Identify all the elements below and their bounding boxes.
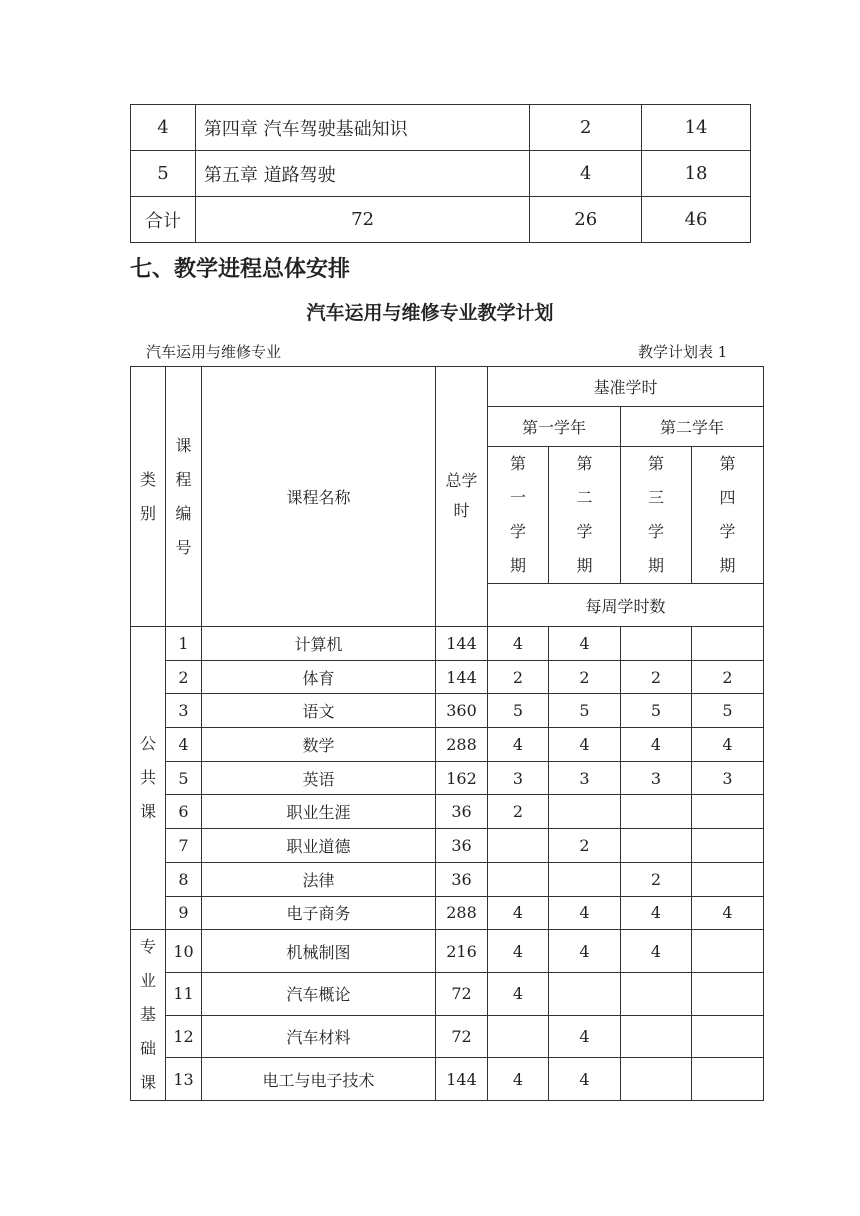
course-name: 电工与电子技术 xyxy=(202,1058,436,1101)
course-total-hours: 36 xyxy=(436,795,488,829)
chapter-hours-b: 14 xyxy=(642,105,751,151)
semester-1-hours: 4 xyxy=(488,1058,549,1101)
total-row xyxy=(131,197,751,243)
header-weekly-hours: 每周学时数 xyxy=(488,584,764,627)
chapter-hours-a: 4 xyxy=(530,151,642,197)
semester-2-hours: 4 xyxy=(549,1058,621,1101)
semester-3-hours xyxy=(621,1058,692,1101)
chapter-name: 第五章 道路驾驶 xyxy=(195,151,529,197)
course-total-hours: 144 xyxy=(436,660,488,694)
table-row xyxy=(131,694,764,728)
chapter-hours-table xyxy=(130,104,751,243)
chapter-hours-a: 2 xyxy=(530,105,642,151)
table-row xyxy=(131,151,751,197)
course-total-hours: 72 xyxy=(436,1015,488,1058)
course-name: 法律 xyxy=(202,862,436,896)
header-year-1: 第一学年 xyxy=(488,407,621,447)
header-course-name: 课程名称 xyxy=(202,367,436,627)
chapter-no: 4 xyxy=(131,105,196,151)
semester-2-hours: 4 xyxy=(549,627,621,661)
table-row xyxy=(131,896,764,930)
semester-4-hours xyxy=(692,795,764,829)
semester-3-hours: 5 xyxy=(621,694,692,728)
course-total-hours: 144 xyxy=(436,627,488,661)
header-total-hours: 总学时 xyxy=(436,367,488,627)
semester-3-hours: 3 xyxy=(621,761,692,795)
semester-3-hours xyxy=(621,1015,692,1058)
semester-2-hours: 4 xyxy=(549,930,621,973)
semester-1-hours xyxy=(488,1015,549,1058)
course-name: 电子商务 xyxy=(202,896,436,930)
plan-table-label: 教学计划表 1 xyxy=(638,343,728,361)
semester-4-hours xyxy=(692,862,764,896)
table-row xyxy=(131,972,764,1015)
semester-1-hours xyxy=(488,829,549,863)
course-no: 2 xyxy=(166,660,202,694)
total-b: 46 xyxy=(642,197,751,243)
header-base-hours: 基准学时 xyxy=(488,367,764,407)
semester-3-hours xyxy=(621,829,692,863)
semester-4-hours xyxy=(692,930,764,973)
semester-1-hours xyxy=(488,862,549,896)
semester-3-hours: 2 xyxy=(621,862,692,896)
semester-1-hours: 4 xyxy=(488,728,549,762)
course-no: 4 xyxy=(166,728,202,762)
semester-3-hours: 4 xyxy=(621,896,692,930)
table-row xyxy=(131,829,764,863)
course-no: 1 xyxy=(166,627,202,661)
semester-2-hours: 2 xyxy=(549,660,621,694)
total-label: 合计 xyxy=(131,197,196,243)
semester-1-hours: 5 xyxy=(488,694,549,728)
semester-4-hours: 2 xyxy=(692,660,764,694)
semester-1-hours: 4 xyxy=(488,896,549,930)
chapter-no: 5 xyxy=(131,151,196,197)
semester-4-hours: 3 xyxy=(692,761,764,795)
table-row xyxy=(131,795,764,829)
semester-3-hours: 2 xyxy=(621,660,692,694)
course-no: 13 xyxy=(166,1058,202,1101)
course-total-hours: 36 xyxy=(436,829,488,863)
category-cell: 公共课 xyxy=(131,627,166,930)
table-row xyxy=(131,1058,764,1101)
header-semester-4: 第四学期 xyxy=(692,447,764,584)
semester-2-hours xyxy=(549,862,621,896)
semester-4-hours xyxy=(692,627,764,661)
semester-4-hours: 4 xyxy=(692,728,764,762)
semester-4-hours xyxy=(692,1058,764,1101)
table-row xyxy=(131,930,764,973)
table-row xyxy=(131,627,764,661)
course-total-hours: 72 xyxy=(436,972,488,1015)
semester-3-hours xyxy=(621,972,692,1015)
course-total-hours: 162 xyxy=(436,761,488,795)
semester-4-hours: 4 xyxy=(692,896,764,930)
total-hours: 72 xyxy=(195,197,529,243)
course-total-hours: 144 xyxy=(436,1058,488,1101)
header-year-2: 第二学年 xyxy=(621,407,764,447)
semester-2-hours xyxy=(549,972,621,1015)
course-no: 6 xyxy=(166,795,202,829)
header-course-no: 课程编号 xyxy=(166,367,202,627)
semester-2-hours: 3 xyxy=(549,761,621,795)
chapter-hours-b: 18 xyxy=(642,151,751,197)
semester-4-hours xyxy=(692,972,764,1015)
header-category: 类别 xyxy=(131,367,166,627)
total-a: 26 xyxy=(530,197,642,243)
course-total-hours: 288 xyxy=(436,728,488,762)
semester-1-hours: 4 xyxy=(488,627,549,661)
course-no: 12 xyxy=(166,1015,202,1058)
teaching-plan-table xyxy=(130,366,764,1101)
table-row xyxy=(131,862,764,896)
chapter-name: 第四章 汽车驾驶基础知识 xyxy=(195,105,529,151)
course-total-hours: 360 xyxy=(436,694,488,728)
semester-1-hours: 2 xyxy=(488,660,549,694)
course-name: 英语 xyxy=(202,761,436,795)
course-no: 10 xyxy=(166,930,202,973)
course-name: 体育 xyxy=(202,660,436,694)
plan-title: 汽车运用与维修专业教学计划 xyxy=(306,302,554,324)
course-no: 7 xyxy=(166,829,202,863)
semester-2-hours: 2 xyxy=(549,829,621,863)
category-cell: 专业基础课 xyxy=(131,930,166,1101)
header-semester-3: 第三学期 xyxy=(621,447,692,584)
semester-3-hours: 4 xyxy=(621,728,692,762)
course-total-hours: 288 xyxy=(436,896,488,930)
table-row xyxy=(131,105,751,151)
semester-1-hours: 4 xyxy=(488,930,549,973)
header-semester-2: 第二学期 xyxy=(549,447,621,584)
table-row xyxy=(131,1015,764,1058)
course-no: 8 xyxy=(166,862,202,896)
course-no: 11 xyxy=(166,972,202,1015)
course-no: 9 xyxy=(166,896,202,930)
course-name: 数学 xyxy=(202,728,436,762)
semester-3-hours: 4 xyxy=(621,930,692,973)
semester-3-hours xyxy=(621,627,692,661)
semester-2-hours: 4 xyxy=(549,896,621,930)
course-name: 语文 xyxy=(202,694,436,728)
semester-2-hours: 5 xyxy=(549,694,621,728)
table-row xyxy=(131,660,764,694)
course-no: 5 xyxy=(166,761,202,795)
semester-4-hours: 5 xyxy=(692,694,764,728)
course-name: 汽车概论 xyxy=(202,972,436,1015)
semester-3-hours xyxy=(621,795,692,829)
course-total-hours: 216 xyxy=(436,930,488,973)
semester-1-hours: 3 xyxy=(488,761,549,795)
course-name: 机械制图 xyxy=(202,930,436,973)
major-label: 汽车运用与维修专业 xyxy=(146,343,282,361)
semester-1-hours: 4 xyxy=(488,972,549,1015)
table-row xyxy=(131,728,764,762)
semester-2-hours xyxy=(549,795,621,829)
section-heading: 七、教学进程总体安排 xyxy=(130,257,351,282)
header-semester-1: 第一学期 xyxy=(488,447,549,584)
course-no: 3 xyxy=(166,694,202,728)
semester-2-hours: 4 xyxy=(549,1015,621,1058)
table-row xyxy=(131,761,764,795)
semester-4-hours xyxy=(692,829,764,863)
course-name: 计算机 xyxy=(202,627,436,661)
course-name: 职业生涯 xyxy=(202,795,436,829)
semester-1-hours: 2 xyxy=(488,795,549,829)
course-total-hours: 36 xyxy=(436,862,488,896)
semester-2-hours: 4 xyxy=(549,728,621,762)
course-name: 职业道德 xyxy=(202,829,436,863)
semester-4-hours xyxy=(692,1015,764,1058)
course-name: 汽车材料 xyxy=(202,1015,436,1058)
